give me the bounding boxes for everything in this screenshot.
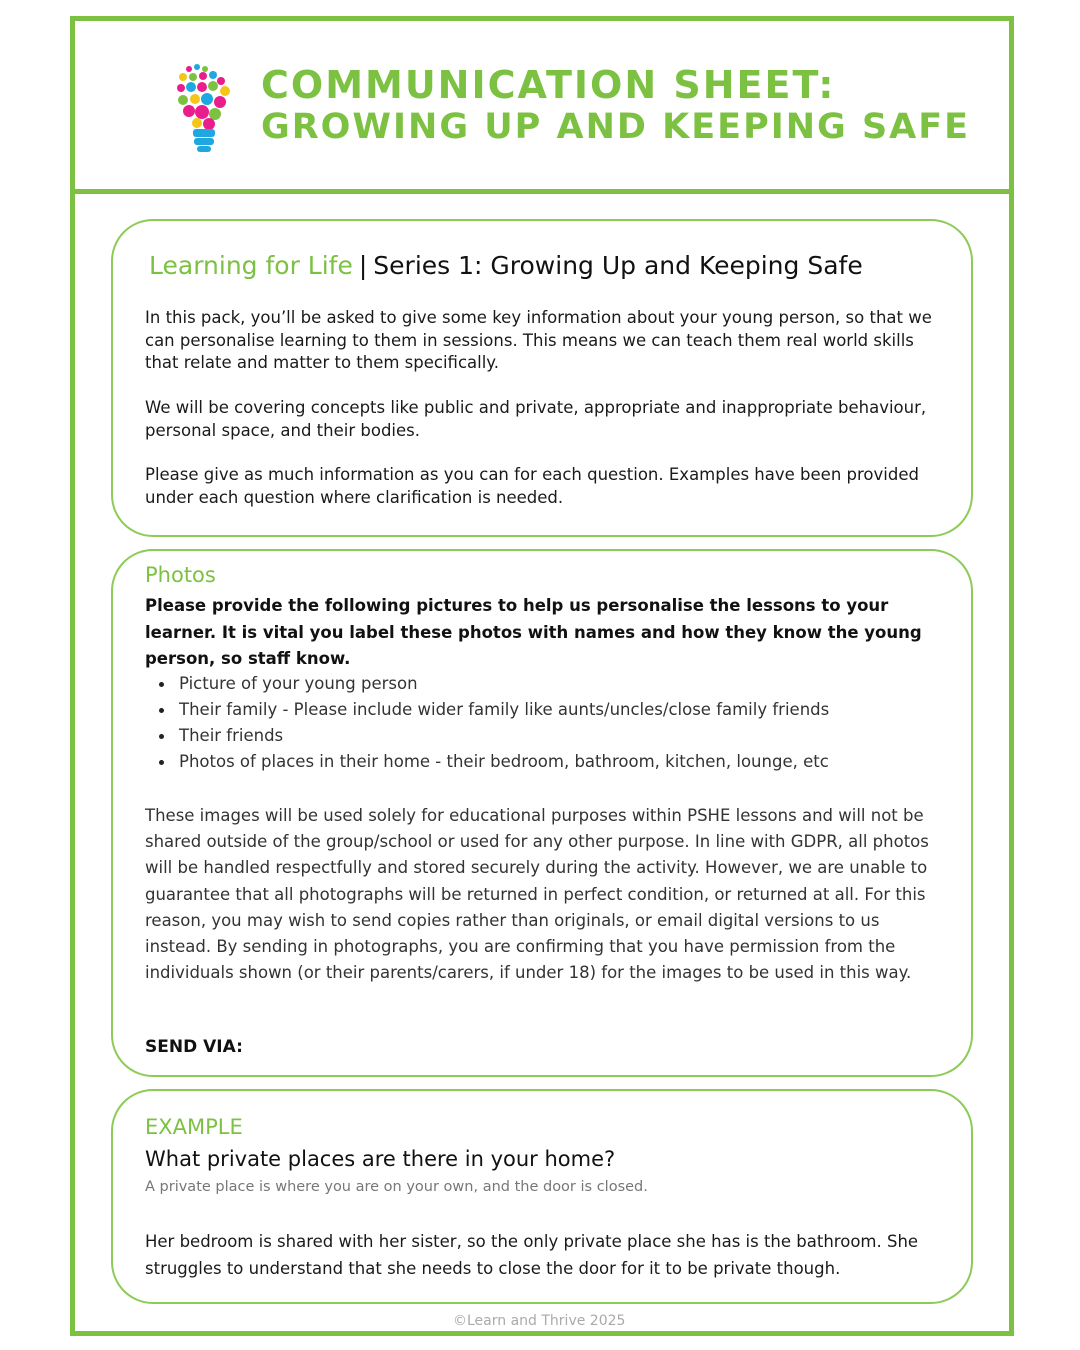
photos-disclaimer: These images will be used solely for educational purposes within PSHE lessons and will not be shared outside of the group/school or used for any other purpose. In line with GDPR, all photos will be handled respectfully and stored securely during the activity. However, we are unable to guarantee that all photographs will be returned in perfect condition, or returned at all. For this reason, you may wish to send copies rather than originals, or email digital versions to us instead. By sending in photographs, you are confirming that you have permission from the individuals shown (or their parents/carers, if under 18) for the images to be used in this way. bbox=[145, 806, 929, 983]
photos-title: Photos bbox=[145, 563, 216, 587]
example-card bbox=[111, 1089, 973, 1304]
sheet-title-line1: COMMUNICATION SHEET: bbox=[261, 63, 836, 107]
example-question: What private places are there in your home? bbox=[145, 1147, 616, 1171]
lightbulb-dots-logo-icon bbox=[175, 63, 239, 155]
example-title: EXAMPLE bbox=[145, 1115, 243, 1139]
photo-list bbox=[145, 671, 829, 775]
photos-instructions: Please provide the following pictures to help us personalise the lessons to your learner. It is vital you label these photos with names and how they know the young person, so staff know. bbox=[145, 596, 922, 668]
example-answer: Her bedroom is shared with her sister, so the only private place she has is the bathroom. She struggles to understand that she needs to close the door for it to be private though. bbox=[145, 1232, 919, 1278]
intro-paragraph: In this pack, you’ll be asked to give some key information about your young person, so that we can personalise learning to them in sessions. This means we can teach them real world skills that relate and matter to them specifically. bbox=[145, 308, 932, 372]
brand-name: Learning for Life bbox=[149, 251, 353, 280]
intro-paragraph: Please give as much information as you can for each question. Examples have been provided under each question where clarification is needed. bbox=[145, 465, 919, 507]
series-title: Series 1: Growing Up and Keeping Safe bbox=[373, 251, 863, 280]
photos-card bbox=[111, 549, 973, 1077]
intro-paragraph: We will be covering concepts like public and private, appropriate and inappropriate behaviour, personal space, and their bodies. bbox=[145, 398, 927, 440]
page-frame bbox=[70, 16, 1014, 1336]
header bbox=[75, 21, 1009, 194]
heading-separator: | bbox=[358, 251, 368, 280]
copyright-footer: ©Learn and Thrive 2025 bbox=[453, 1313, 626, 1329]
intro-card bbox=[111, 219, 973, 537]
sheet-title-line2: GROWING UP AND KEEPING SAFE bbox=[261, 107, 971, 147]
send-via-label: SEND VIA: bbox=[145, 1037, 243, 1057]
example-hint: A private place is where you are on your own, and the door is closed. bbox=[145, 1179, 648, 1195]
list-item: Their friends bbox=[179, 723, 829, 749]
intro-heading bbox=[149, 251, 863, 280]
list-item: Photos of places in their home - their bedroom, bathroom, kitchen, lounge, etc bbox=[179, 749, 829, 775]
list-item: Their family - Please include wider family like aunts/uncles/close family friends bbox=[179, 697, 829, 723]
list-item: Picture of your young person bbox=[179, 671, 829, 697]
